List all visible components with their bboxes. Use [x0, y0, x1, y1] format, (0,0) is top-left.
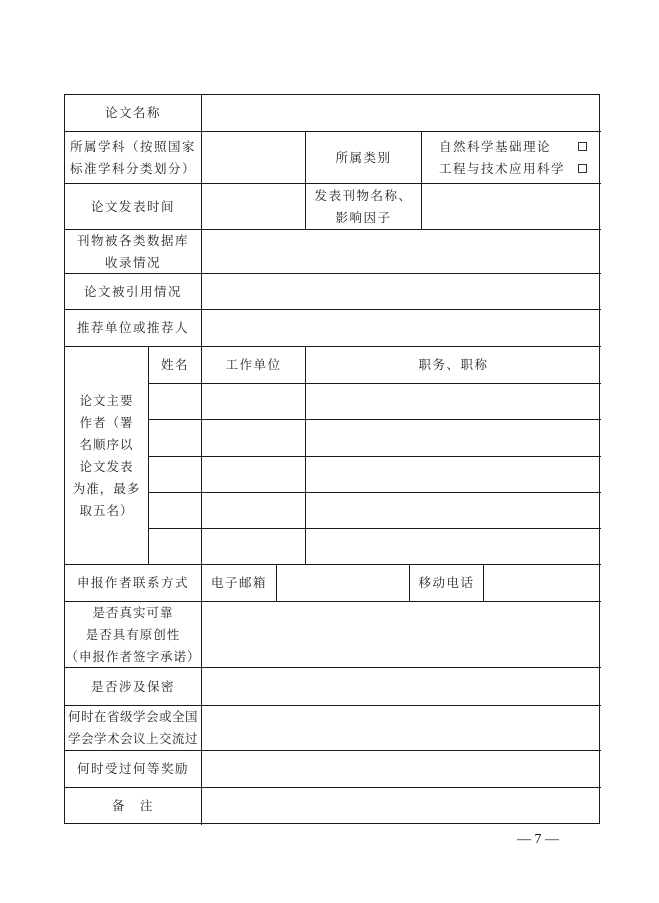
awards-label: 何时受过何等奖励: [76, 761, 189, 776]
checkbox[interactable]: [578, 164, 587, 173]
author-title-field[interactable]: [306, 529, 601, 564]
author-title-field[interactable]: [306, 457, 601, 492]
category-label: 所属类别: [335, 149, 392, 165]
authors-label: 论文主要 作者（署 名顺序以 论文发表 为准，最多 取五名）: [72, 392, 141, 518]
author-title-field[interactable]: [306, 493, 601, 528]
mobile-field[interactable]: [484, 565, 601, 601]
author-unit-field[interactable]: [202, 493, 305, 528]
author-unit-field[interactable]: [202, 384, 305, 419]
indexed-field[interactable]: [202, 230, 601, 273]
remarks-label: 备 注: [111, 798, 154, 813]
thesis-name-field[interactable]: [202, 95, 601, 131]
recommender-label: 推荐单位或推荐人: [76, 320, 189, 335]
recommender-field[interactable]: [202, 310, 601, 346]
signature-field[interactable]: [202, 602, 601, 667]
author-unit-field[interactable]: [202, 529, 305, 564]
awards-field[interactable]: [202, 751, 601, 787]
journal-label: 发表刊物名称、 影响因子: [314, 187, 413, 225]
academic-exchange-label: 何时在省级学会或全国 学会学术会议上交流过: [67, 709, 198, 746]
publish-time-label: 论文发表时间: [90, 198, 175, 214]
author-title-field[interactable]: [306, 384, 601, 419]
journal-field[interactable]: [422, 184, 601, 229]
indexed-label: 刊物被各类数据库 收录情况: [76, 232, 189, 270]
col-header-unit: 工作单位: [225, 357, 282, 372]
author-name-field[interactable]: [149, 384, 201, 419]
confidential-field[interactable]: [202, 668, 601, 705]
col-header-name: 姓名: [160, 357, 189, 372]
category-option-engineering[interactable]: 工程与技术应用科学: [439, 158, 587, 180]
author-unit-field[interactable]: [202, 420, 305, 456]
category-option-basic-science[interactable]: 自然科学基础理论: [439, 136, 587, 158]
author-name-field[interactable]: [149, 420, 201, 456]
remarks-field[interactable]: [202, 788, 601, 824]
checkbox[interactable]: [578, 142, 587, 151]
author-name-field[interactable]: [149, 457, 201, 492]
email-field[interactable]: [277, 565, 409, 601]
citations-label: 论文被引用情况: [83, 283, 182, 299]
author-unit-field[interactable]: [202, 457, 305, 492]
mobile-label: 移动电话: [418, 575, 475, 590]
authenticity-label: 是否真实可靠 是否具有原创性 （申报作者签字承诺）: [65, 604, 201, 664]
author-name-field[interactable]: [149, 493, 201, 528]
publish-time-field[interactable]: [202, 184, 305, 229]
application-form-table: [64, 94, 600, 824]
author-name-field[interactable]: [149, 529, 201, 564]
author-title-field[interactable]: [306, 420, 601, 456]
citations-field[interactable]: [202, 274, 601, 309]
discipline-label: 所属学科（按照国家 标准学科分类划分）: [69, 138, 196, 176]
category-options: [422, 132, 601, 183]
discipline-field[interactable]: [202, 132, 305, 183]
email-label: 电子邮箱: [210, 575, 267, 590]
thesis-name-label: 论文名称: [104, 105, 161, 120]
contact-label: 申报作者联系方式: [76, 575, 189, 590]
confidential-label: 是否涉及保密: [90, 678, 175, 694]
col-header-title: 职务、职称: [418, 357, 489, 372]
academic-exchange-field[interactable]: [202, 706, 601, 750]
page-number: — 7 —: [517, 832, 559, 847]
